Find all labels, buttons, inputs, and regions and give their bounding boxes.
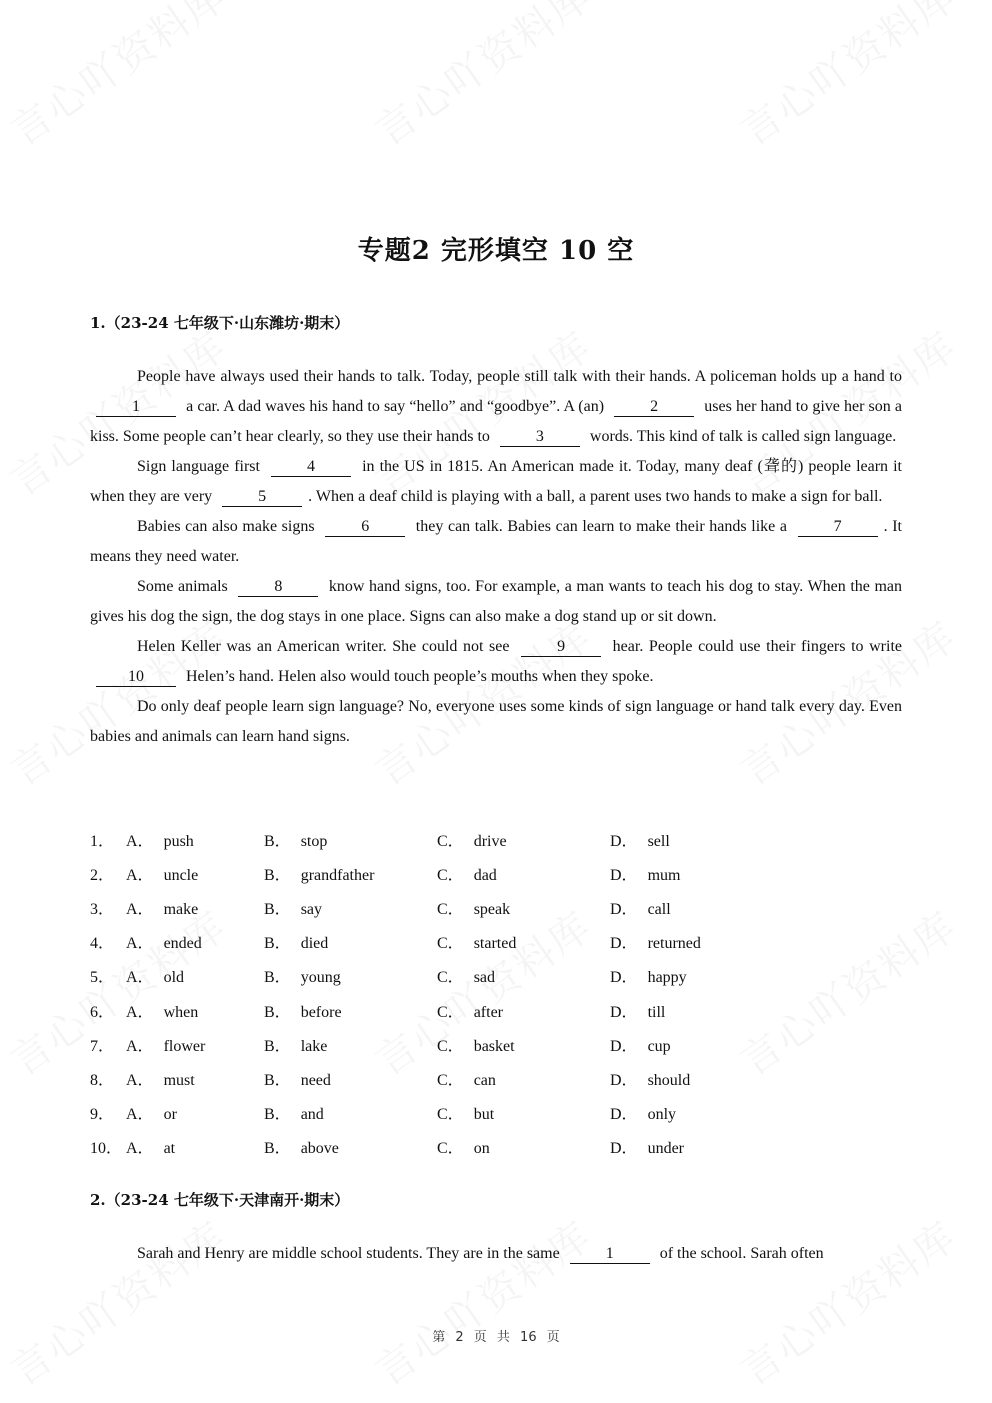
option-c: C． speak: [437, 900, 511, 918]
option-row-9: [90, 1096, 902, 1130]
option-d: D． till: [610, 1003, 666, 1021]
option-c: C． basket: [437, 1037, 515, 1055]
option-number: 7．: [90, 1037, 115, 1055]
option-number: 5．: [90, 969, 115, 987]
passage-paragraph: Helen Keller was an American writer. She could not see 9 hear. People could use their fingers to write 10 Helen’s hand. Helen also would touch people’s mouths when they spoke.: [90, 632, 902, 692]
option-number: 3．: [90, 900, 115, 918]
option-c: C． drive: [437, 832, 507, 850]
option-d: D． only: [610, 1106, 677, 1124]
option-b: B． died: [264, 935, 329, 953]
option-number: 2．: [90, 866, 115, 884]
option-b: B． say: [264, 900, 323, 918]
blank-4: 4: [271, 458, 351, 477]
option-row-6: [90, 993, 902, 1027]
option-row-10: [90, 1130, 902, 1164]
blank-2: 2: [614, 398, 694, 417]
passage-paragraph: People have always used their hands to talk. Today, people still talk with their hands. A policeman holds up a hand to 1 a car. A dad waves his hand to say “hello” and “goodbye”. A (an) 2 uses her hand to give her son a kiss. Some people can’t hear clearly, so they use their hands to 3 words. This kind of talk is called sign language.: [90, 368, 902, 445]
option-d: D． returned: [610, 935, 701, 953]
passage-paragraph: Babies can also make signs 6 they can talk. Babies can learn to make their hands like a 7 . It means they need water.: [90, 518, 902, 565]
option-c: C． on: [437, 1140, 490, 1158]
option-b: B． young: [264, 969, 341, 987]
option-number: 8．: [90, 1071, 115, 1089]
option-row-4: [90, 925, 902, 959]
option-d: D． mum: [610, 866, 681, 884]
blank-1: 1: [570, 1245, 650, 1264]
blank-7: 7: [798, 518, 878, 537]
option-d: D． cup: [610, 1037, 671, 1055]
page-title: 专题2 完形填空 10 空: [357, 236, 635, 266]
question-1-header: 1.（23-24 七年级下·山东潍坊·期末）: [90, 314, 350, 332]
option-number: 4．: [90, 935, 115, 953]
option-b: B． grandfather: [264, 866, 375, 884]
option-b: B． stop: [264, 832, 328, 850]
passage-paragraph: Some animals 8 know hand signs, too. For example, a man wants to teach his dog to stay. When the man gives his dog the sign, the dog stays in one place. Signs can also make a dog stand up or sit down.: [90, 578, 902, 625]
option-b: B． above: [264, 1140, 339, 1158]
option-a: A． must: [126, 1071, 195, 1089]
option-c: C． after: [437, 1003, 503, 1021]
option-a: A． flower: [126, 1037, 206, 1055]
option-a: A． when: [126, 1003, 199, 1021]
option-row-8: [90, 1061, 902, 1095]
option-b: B． before: [264, 1003, 342, 1021]
option-row-3: [90, 890, 902, 924]
option-number: 9．: [90, 1106, 115, 1124]
question-2-header: 2.（23-24 七年级下·天津南开·期末）: [90, 1191, 350, 1209]
option-a: A． at: [126, 1140, 176, 1158]
option-row-1: [90, 822, 902, 856]
blank-9: 9: [521, 638, 601, 657]
option-a: A． push: [126, 832, 194, 850]
blank-3: 3: [500, 428, 580, 447]
option-c: C． can: [437, 1071, 496, 1089]
option-a: A． uncle: [126, 866, 199, 884]
option-a: A． ended: [126, 935, 202, 953]
option-c: C． dad: [437, 866, 497, 884]
option-number: 6．: [90, 1003, 115, 1021]
option-c: C． but: [437, 1106, 495, 1124]
option-b: B． lake: [264, 1037, 328, 1055]
question-1-passage: [90, 362, 902, 752]
passage-paragraph: Sarah and Henry are middle school students. They are in the same 1 of the school. Sarah often: [137, 1245, 824, 1262]
blank-1: 1: [96, 398, 176, 417]
option-d: D． should: [610, 1071, 691, 1089]
blank-10: 10: [96, 668, 176, 687]
option-row-2: [90, 856, 902, 890]
option-number: 1．: [90, 832, 115, 850]
option-c: C． started: [437, 935, 517, 953]
blank-6: 6: [325, 518, 405, 537]
passage-paragraph: Do only deaf people learn sign language? No, everyone uses some kinds of sign language or hand talk every day. Even babies and animals can learn hand signs.: [90, 698, 902, 745]
option-row-7: [90, 1027, 902, 1061]
blank-8: 8: [238, 578, 318, 597]
question-1-options: [90, 822, 902, 1164]
option-c: C． sad: [437, 969, 496, 987]
option-d: D． under: [610, 1140, 684, 1158]
blank-5: 5: [222, 488, 302, 507]
option-a: A． old: [126, 969, 185, 987]
option-d: D． sell: [610, 832, 670, 850]
option-a: A． make: [126, 900, 199, 918]
option-b: B． need: [264, 1071, 331, 1089]
page-footer: 第 2 页 共 16 页: [432, 1330, 560, 1345]
passage-paragraph: Sign language first 4 in the US in 1815. An American made it. Today, many deaf (聋的) people learn it when they are very 5 . When a deaf child is playing with a ball, a parent uses two hands to make a sign for ball.: [90, 458, 902, 505]
option-d: D． call: [610, 900, 671, 918]
option-b: B． and: [264, 1106, 324, 1124]
option-a: A． or: [126, 1106, 177, 1124]
option-number: 10．: [90, 1140, 123, 1158]
question-2-passage: [90, 1239, 902, 1269]
option-d: D． happy: [610, 969, 687, 987]
option-row-5: [90, 959, 902, 993]
